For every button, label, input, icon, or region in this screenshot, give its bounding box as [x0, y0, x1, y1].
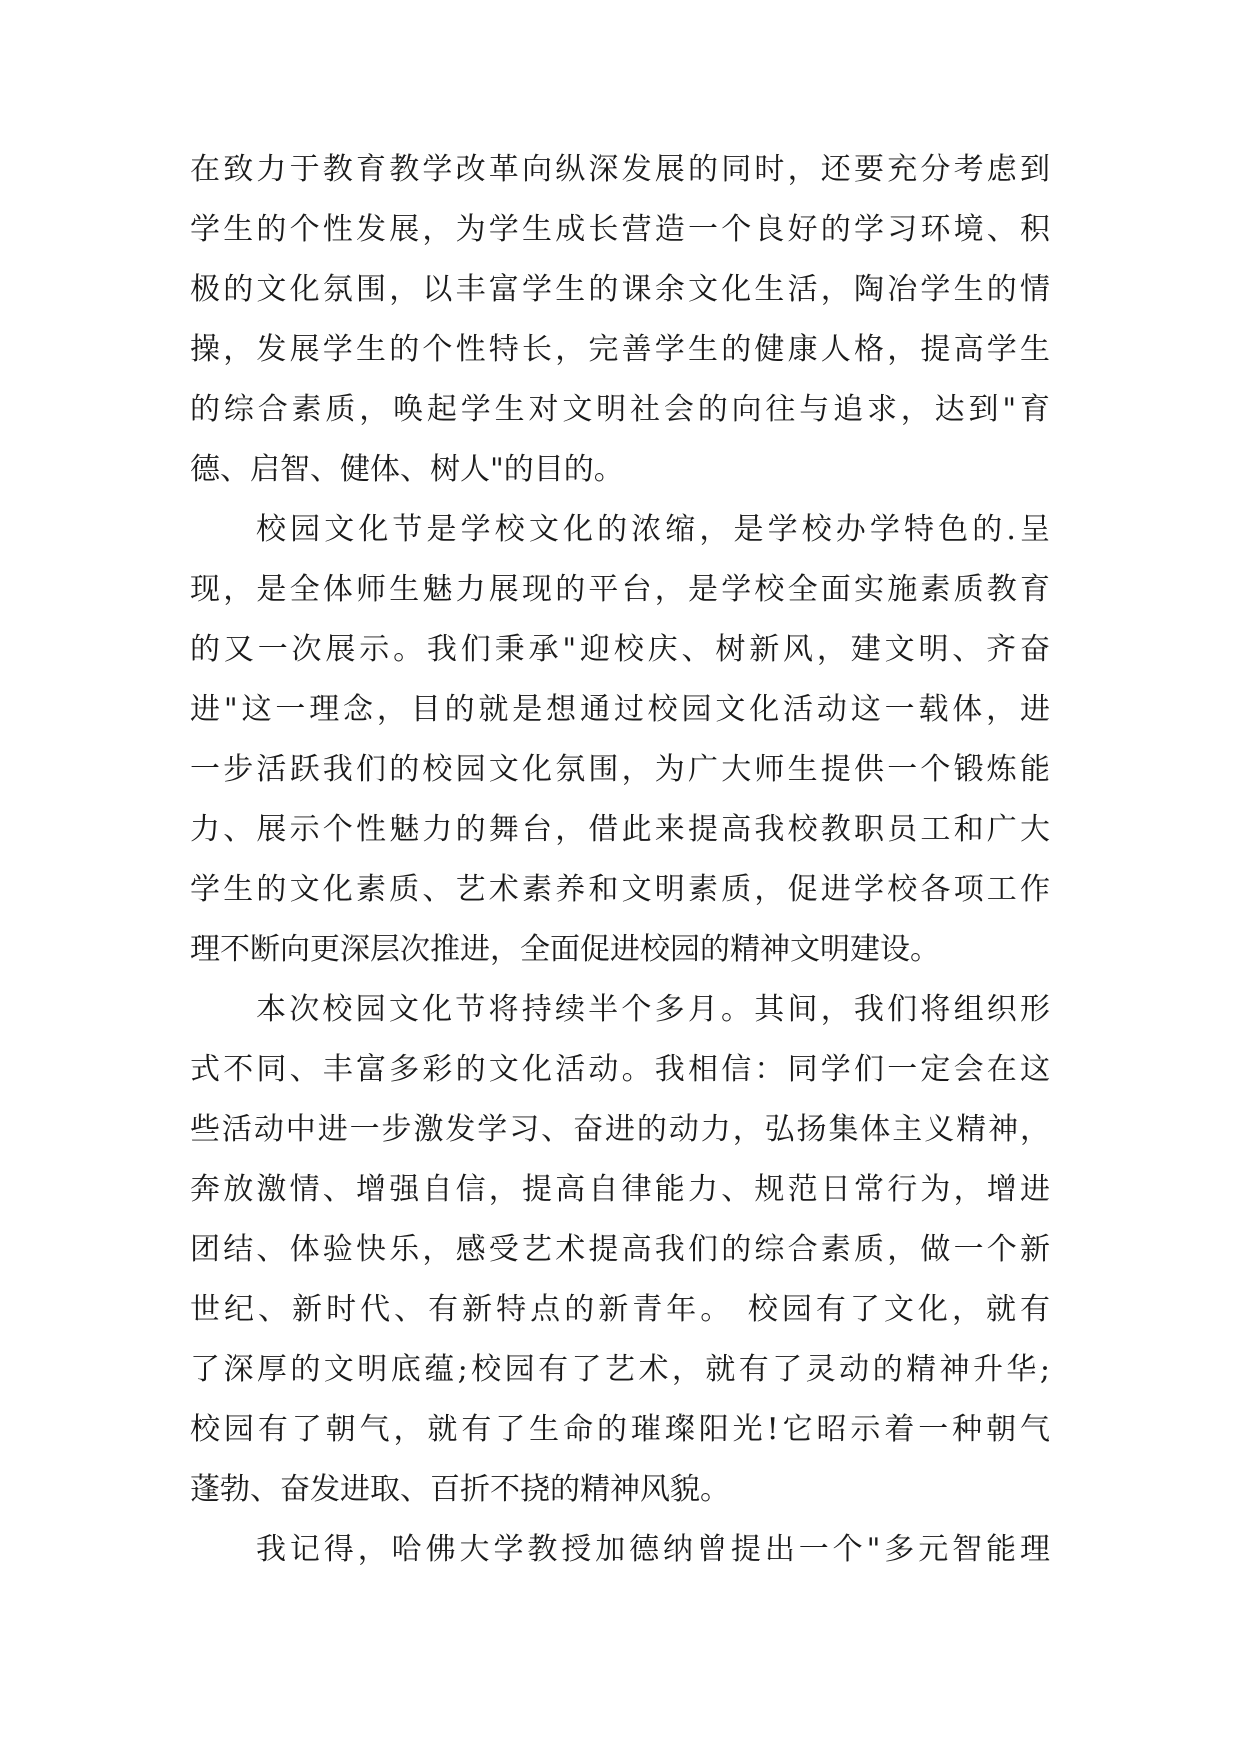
- text-line: 德、启智、健体、树人"的目的。: [190, 452, 624, 487]
- text-line: 操，发展学生的个性特长，完善学生的健康人格，提高学生: [190, 332, 1050, 367]
- paragraph-first-line: 本次校园文化节将持续半个多月。其间，我们将组织形: [256, 992, 1050, 1027]
- text-line: 式不同、丰富多彩的文化活动。我相信：同学们一定会在这: [190, 1052, 1050, 1087]
- text-line: 奔放激情、增强自信，提高自律能力、规范日常行为，增进: [190, 1172, 1050, 1207]
- text-line: 学生的文化素质、艺术素养和文明素质，促进学校各项工作: [190, 872, 1050, 907]
- text-line: 学生的个性发展，为学生成长营造一个良好的学习环境、积: [190, 212, 1050, 247]
- text-line: 团结、体验快乐，感受艺术提高我们的综合素质，做一个新: [190, 1232, 1050, 1267]
- text-line: 现，是全体师生魅力展现的平台，是学校全面实施素质教育: [190, 572, 1050, 607]
- text-line: 些活动中进一步激发学习、奋进的动力，弘扬集体主义精神，: [190, 1112, 1050, 1147]
- paragraph-first-line: 我记得，哈佛大学教授加德纳曾提出一个"多元智能理: [256, 1532, 1050, 1567]
- text-line: 在致力于教育教学改革向纵深发展的同时，还要充分考虑到: [190, 152, 1050, 187]
- text-line: 的又一次展示。我们秉承"迎校庆、树新风，建文明、齐奋: [190, 632, 1050, 667]
- text-line: 的综合素质，唤起学生对文明社会的向往与追求，达到"育: [190, 392, 1050, 427]
- text-line: 一步活跃我们的校园文化氛围，为广大师生提供一个锻炼能: [190, 752, 1050, 787]
- text-line: 蓬勃、奋发进取、百折不挠的精神风貌。: [190, 1472, 730, 1507]
- text-line: 了深厚的文明底蕴;校园有了艺术，就有了灵动的精神升华;: [190, 1352, 1050, 1387]
- text-line: 进"这一理念，目的就是想通过校园文化活动这一载体，进: [190, 692, 1050, 727]
- paragraph-first-line: 校园文化节是学校文化的浓缩，是学校办学特色的.呈: [256, 512, 1050, 547]
- text-line: 世纪、新时代、有新特点的新青年。 校园有了文化，就有: [190, 1292, 1050, 1327]
- text-line: 校园有了朝气，就有了生命的璀璨阳光!它昭示着一种朝气: [190, 1412, 1050, 1447]
- text-line: 理不断向更深层次推进，全面促进校园的精神文明建设。: [190, 932, 940, 967]
- text-line: 力、展示个性魅力的舞台，借此来提高我校教职员工和广大: [190, 812, 1050, 847]
- text-line: 极的文化氛围，以丰富学生的课余文化生活，陶冶学生的情: [190, 272, 1050, 307]
